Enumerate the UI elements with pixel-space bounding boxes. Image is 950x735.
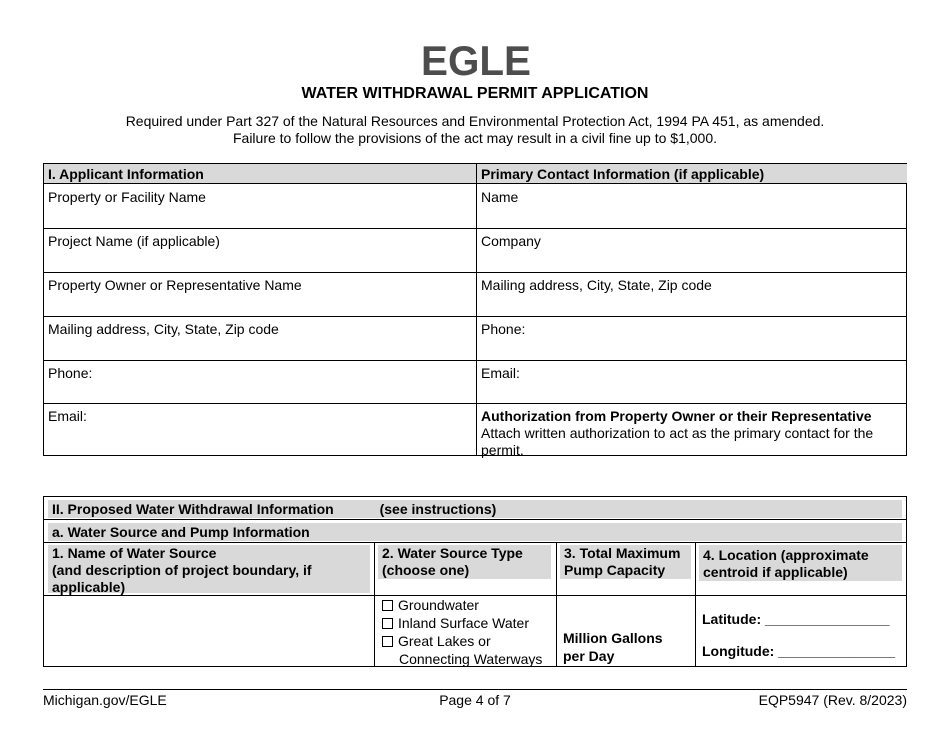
contact-email-field[interactable]	[477, 361, 907, 403]
applicant-information-header: I. Applicant Information	[44, 164, 476, 184]
water-source-type-header	[378, 545, 551, 579]
column-header-line: 4. Location (approximate	[703, 547, 869, 563]
water-source-name-header	[48, 545, 370, 593]
applicant-email-field[interactable]	[44, 404, 476, 456]
contact-name-field[interactable]	[477, 185, 907, 228]
applicant-information-section	[43, 163, 907, 456]
contact-phone-field[interactable]	[477, 317, 907, 360]
form-title: WATER WITHDRAWAL PERMIT APPLICATION	[301, 85, 649, 102]
column-header-line: 1. Name of Water Source	[52, 545, 217, 561]
field-label: Property or Facility Name	[48, 189, 206, 205]
authorization-block	[477, 404, 907, 456]
location-header	[699, 545, 902, 581]
contact-company-field[interactable]	[477, 229, 907, 272]
field-label: Project Name (if applicable)	[48, 233, 220, 249]
field-label: Name	[481, 189, 519, 205]
row-divider	[44, 542, 906, 543]
requirement-line-1: Required under Part 327 of the Natural Resources and Environmental Protection Act, 1994 PA 451, as amended.	[125, 113, 825, 129]
requirement-line-2: Failure to follow the provisions of the act may result in a civil fine up to $1,000.	[232, 130, 718, 146]
withdrawal-information-header	[48, 500, 902, 518]
authorization-title: Authorization from Property Owner or their Representative	[481, 408, 872, 424]
water-source-pump-subheader: a. Water Source and Pump Information	[48, 523, 902, 541]
column-header-line: 3. Total Maximum	[564, 545, 681, 561]
groundwater-checkbox[interactable]	[382, 600, 393, 611]
owner-representative-name-field[interactable]	[44, 273, 476, 316]
longitude-field[interactable]: Longitude: _______________	[702, 643, 895, 659]
contact-mailing-address-field[interactable]	[477, 273, 907, 316]
field-label: Email:	[48, 408, 87, 424]
field-label: Mailing address, City, State, Zip code	[481, 277, 712, 293]
row-divider	[44, 519, 906, 520]
applicant-mailing-address-field[interactable]	[44, 317, 476, 360]
column-divider	[695, 542, 696, 667]
field-label: Phone:	[48, 365, 93, 381]
capacity-unit-line-1: Million Gallons	[563, 630, 663, 646]
option-label: Inland Surface Water	[398, 615, 529, 631]
pump-capacity-header	[560, 545, 691, 579]
great-lakes-option[interactable]	[382, 632, 491, 650]
inland-surface-water-option[interactable]	[382, 614, 529, 632]
groundwater-option[interactable]	[382, 596, 479, 614]
pump-capacity-input[interactable]	[557, 596, 695, 628]
see-instructions-note: (see instructions)	[379, 501, 497, 517]
column-header-line: Pump Capacity	[564, 562, 666, 578]
column-header-line: applicable)	[52, 579, 126, 595]
authorization-text: Attach written authorization to act as the primary contact for the permit.	[481, 425, 874, 458]
project-name-field[interactable]	[44, 229, 476, 272]
field-label: Company	[481, 233, 541, 249]
option-label: Great Lakes or	[398, 633, 491, 649]
footer-page-number: Page 4 of 7	[439, 692, 511, 708]
field-label: Phone:	[481, 321, 526, 337]
latitude-field[interactable]: Latitude: ________________	[702, 611, 890, 627]
great-lakes-checkbox[interactable]	[382, 636, 393, 647]
water-source-name-input[interactable]	[44, 596, 374, 667]
footer-website: Michigan.gov/EGLE	[43, 692, 167, 708]
column-header-line: (choose one)	[382, 562, 470, 578]
field-label: Property Owner or Representative Name	[48, 277, 302, 293]
section-2-title: II. Proposed Water Withdrawal Information	[52, 501, 334, 517]
capacity-unit-line-2: per Day	[563, 648, 615, 664]
applicant-phone-field[interactable]	[44, 361, 476, 403]
column-header-line: centroid if applicable)	[703, 564, 848, 580]
column-header-line: (and description of project boundary, if	[52, 562, 312, 578]
egle-logo-text: EGLE	[421, 42, 531, 77]
primary-contact-header: Primary Contact Information (if applicable)	[477, 164, 907, 184]
field-label: Email:	[481, 365, 520, 381]
inland-surface-water-checkbox[interactable]	[382, 618, 393, 629]
great-lakes-option-continued: Connecting Waterways	[399, 651, 543, 667]
footer-form-number: EQP5947 (Rev. 8/2023)	[758, 692, 907, 708]
column-divider	[374, 542, 375, 667]
option-label: Groundwater	[398, 597, 479, 613]
property-facility-name-field[interactable]	[44, 185, 476, 228]
egle-logo	[420, 42, 532, 77]
field-label: Mailing address, City, State, Zip code	[48, 321, 279, 337]
column-header-line: 2. Water Source Type	[382, 545, 523, 561]
footer-divider	[43, 689, 907, 690]
water-withdrawal-section	[43, 496, 907, 667]
